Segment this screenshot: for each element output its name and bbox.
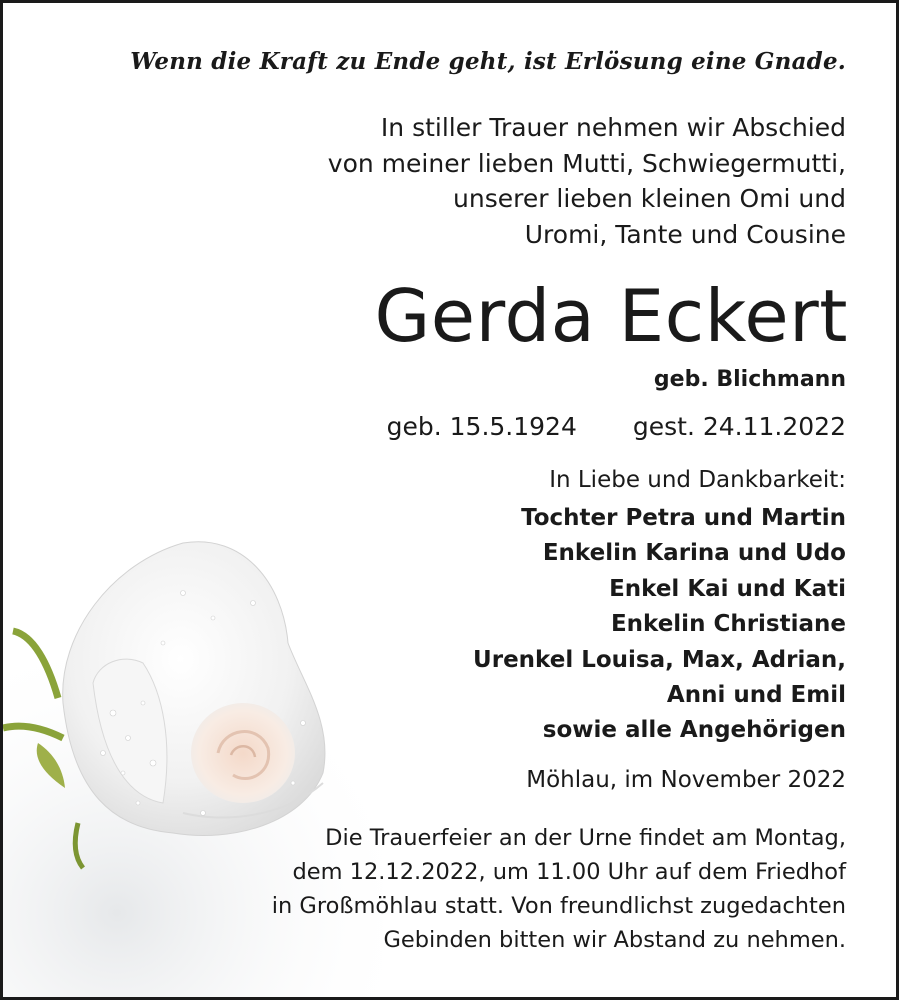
- mourner-line: Tochter Petra und Martin: [521, 505, 846, 531]
- mourners-list: [473, 501, 846, 749]
- life-dates: [387, 412, 846, 441]
- ceremony-info: [272, 821, 846, 957]
- intro-text: [246, 110, 846, 252]
- ceremony-line: Gebinden bitten wir Abstand zu nehmen.: [383, 927, 846, 953]
- ceremony-line: in Großmöhlau statt. Von freundlichst zugedachten: [271, 893, 846, 919]
- mourner-line: sowie alle Angehörigen: [542, 717, 846, 744]
- intro-line: In stiller Trauer nehmen wir Abschied: [380, 113, 846, 142]
- maiden-name: geb. Blichmann: [653, 367, 846, 392]
- intro-line: von meiner lieben Mutti, Schwiegermutti,: [327, 148, 846, 178]
- intro-line: unserer lieben kleinen Omi und: [453, 184, 846, 213]
- mourners-intro: In Liebe und Dankbarkeit:: [549, 467, 846, 493]
- place-date: Möhlau, im November 2022: [526, 767, 846, 793]
- mourner-line: Enkel Kai und Kati: [609, 575, 846, 602]
- mourner-line: Enkelin Karina und Udo: [542, 540, 846, 567]
- ceremony-line: dem 12.12.2022, um 11.00 Uhr auf dem Friedhof: [292, 859, 846, 885]
- birth-date: geb. 15.5.1924: [386, 412, 577, 441]
- death-date: gest. 24.11.2022: [632, 412, 846, 441]
- intro-line: Uromi, Tante und Cousine: [524, 219, 846, 249]
- mourner-line: Anni und Emil: [666, 682, 846, 709]
- ceremony-line: Die Trauerfeier an der Urne findet am Montag,: [325, 825, 846, 851]
- deceased-name: Gerda Eckert: [374, 274, 848, 358]
- mourner-line: Urenkel Louisa, Max, Adrian,: [473, 646, 846, 673]
- motto-quote: Wenn die Kraft zu Ende geht, ist Erlösung eine Gnade.: [130, 48, 846, 75]
- mourner-line: Enkelin Christiane: [610, 611, 846, 638]
